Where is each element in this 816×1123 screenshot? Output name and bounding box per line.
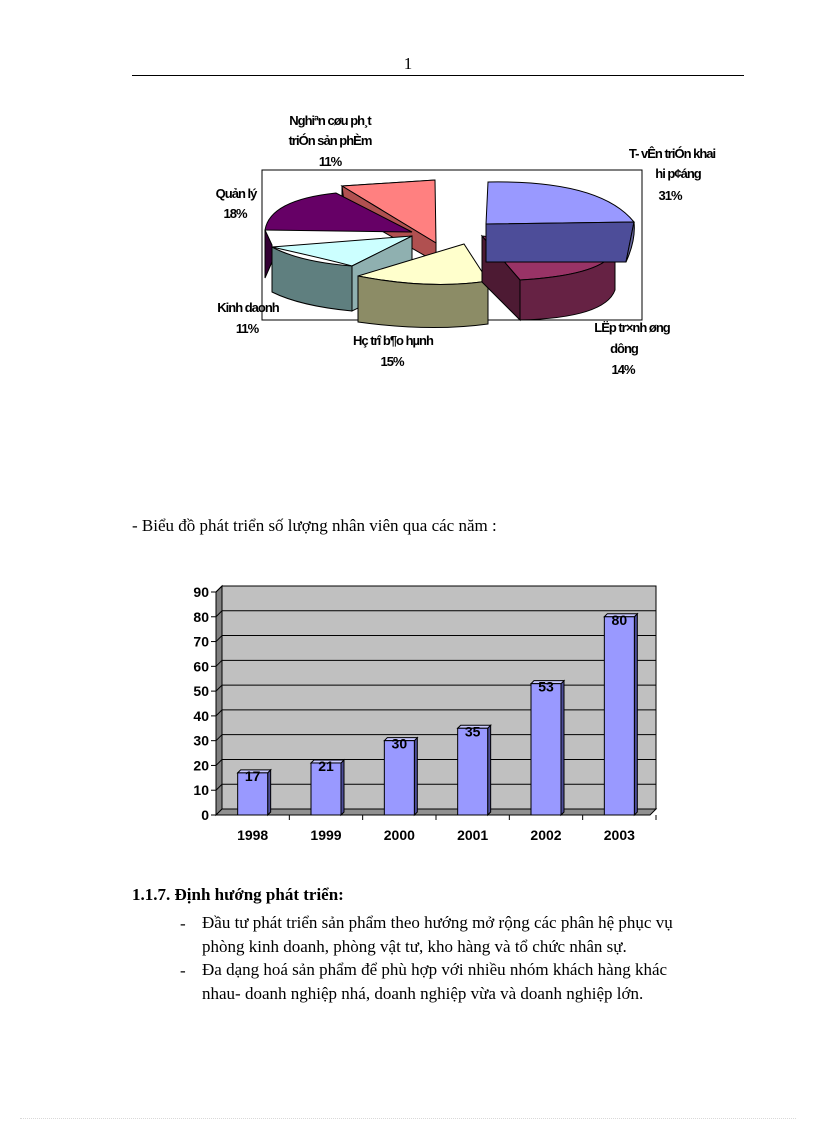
y-tick-label: 60 (193, 658, 209, 675)
x-tick-label: 2002 (530, 827, 562, 843)
y-tick-label: 90 (193, 584, 209, 600)
list-item-1-line2: phòng kinh doanh, phòng vật tư, kho hàng và tổ chức nhân sự. (202, 937, 627, 956)
bar-data-label: 30 (391, 735, 408, 752)
page-number: 1 (403, 54, 413, 73)
bar-chart-intro: - Biểu đồ phát triển số lượng nhân viên qua các năm : (132, 516, 497, 535)
pie-label-quanly-line1: Quản lý (215, 186, 257, 201)
bar-chart (0, 570, 816, 870)
list-item-2-line1: Đa dạng hoá sản phẩm để phù hợp với nhiều nhóm khách hàng khác (202, 960, 668, 979)
x-tick-label: 2000 (383, 827, 415, 843)
list-item-2-line2: nhau- doanh nghiệp nhá, doanh nghiệp vừa và doanh nghiệp lớn. (202, 984, 644, 1003)
list-item-1-line1: Đầu tư phát triển sản phẩm theo hướng mở rộng các phân hệ phục vụ (202, 913, 673, 932)
y-tick-label: 70 (193, 633, 209, 650)
bar (531, 684, 561, 815)
pie-chart (0, 0, 816, 420)
x-tick-label: 2003 (603, 827, 635, 843)
pie-label-tvan-pct: 31% (658, 188, 682, 203)
footer-dotted-line (20, 1118, 796, 1119)
section-heading: 1.1.7. Định hướng phát triển: (132, 885, 344, 904)
pie-label-lap-pct: 14% (611, 362, 635, 377)
bullet-1: - (180, 914, 186, 933)
bar (458, 728, 488, 815)
y-tick-label: 10 (193, 782, 209, 799)
pie-label-ngc-line1: Nghiªn cøu ph¸t (289, 113, 371, 128)
bar-data-label: 53 (538, 678, 554, 695)
bar-plot-area (222, 586, 656, 809)
pie-label-ngc-pct: 11% (318, 154, 342, 169)
x-tick-label: 1998 (237, 827, 269, 843)
y-tick-label: 50 (193, 683, 209, 700)
pie-label-hotro-line1: Hç trî b¶o hµnh (353, 333, 433, 348)
pie-label-quanly-pct: 18% (223, 206, 247, 221)
bar (604, 617, 634, 815)
bar-data-label: 21 (318, 757, 334, 774)
y-tick-label: 20 (193, 757, 209, 774)
pie-label-lap-line2: dông (610, 341, 638, 356)
x-tick-label: 2001 (457, 827, 489, 843)
bar (384, 741, 414, 815)
pie-label-hotro-pct: 15% (380, 354, 404, 369)
x-tick-label: 1999 (310, 827, 342, 843)
list-item-2 (202, 958, 744, 1006)
bar-data-label: 80 (611, 611, 628, 628)
bar-data-label: 17 (244, 767, 261, 784)
pie-label-lap-line1: LËp tr×nh øng (594, 320, 670, 335)
list-item-1 (202, 911, 744, 959)
pie-label-kinh-line1: Kinh daonh (217, 300, 279, 315)
pie-label-ngc-line2: triÓn sản phÈm (288, 133, 372, 148)
y-tick-label: 30 (193, 732, 209, 749)
bar-floor (216, 809, 656, 815)
y-tick-label: 80 (193, 608, 209, 625)
bar-side-wall (216, 586, 222, 815)
pie-label-tvan-line2: hi p¢áng (655, 166, 701, 181)
y-tick-label: 40 (193, 707, 209, 724)
bullet-2: - (180, 961, 186, 980)
y-tick-label: 0 (201, 807, 209, 823)
pie-label-kinh-pct: 11% (235, 321, 259, 336)
pie-label-tvan-line1: T- vÊn triÓn khai (628, 146, 716, 161)
bar-data-label: 35 (464, 723, 481, 740)
